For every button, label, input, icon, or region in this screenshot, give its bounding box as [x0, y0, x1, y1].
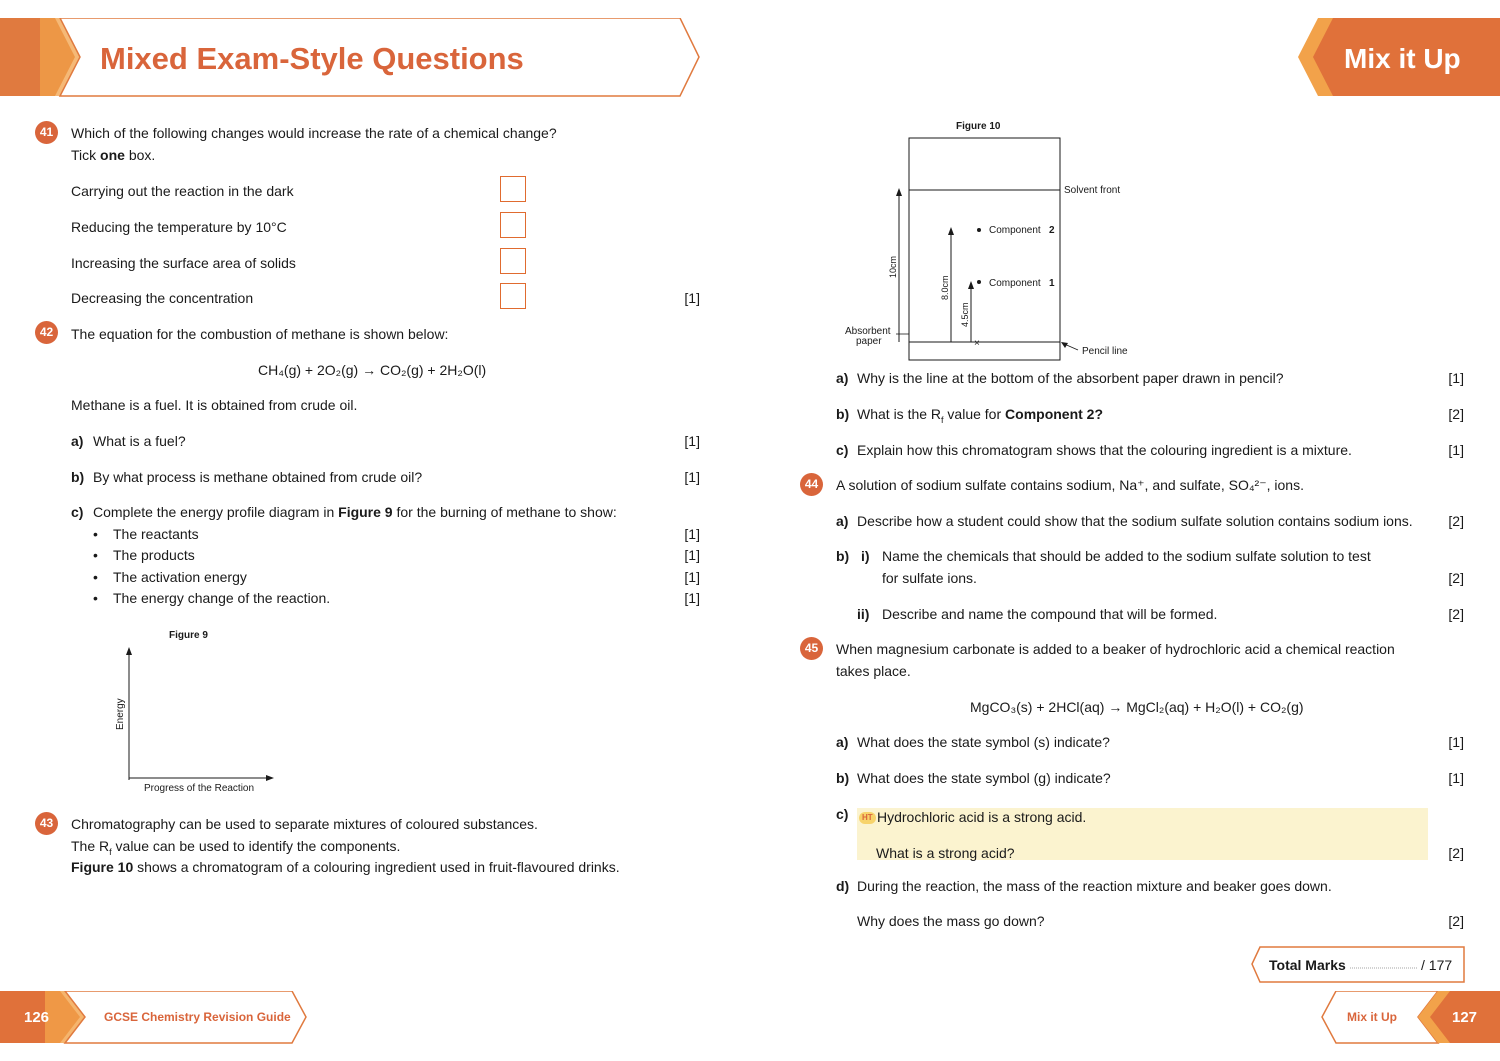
footer-book-title: GCSE Chemistry Revision Guide — [104, 1010, 291, 1024]
part-text-post: for the burning of methane to show: — [392, 504, 617, 520]
part-label: b) — [71, 469, 85, 485]
marks: [1] — [684, 433, 700, 449]
marks: [1] — [684, 526, 700, 542]
marks: [1] — [684, 590, 700, 606]
option-label: Carrying out the reaction in the dark — [71, 183, 294, 199]
bullet-text: The reactants — [113, 526, 199, 542]
absorbent-label: Absorbent — [845, 326, 891, 337]
y-axis-arrow-icon — [126, 647, 132, 655]
page-number: 127 — [1452, 1009, 1478, 1026]
part-text: Name the chemicals that should be added to the sodium sulfate solution to test — [882, 548, 1371, 564]
part-text: Why does the mass go down? — [857, 913, 1045, 929]
part-label: b) — [836, 406, 850, 422]
bullet-icon: • — [93, 569, 98, 585]
absorbent-paper — [909, 138, 1060, 360]
part-label: b) — [836, 548, 850, 564]
marks: [1] — [684, 469, 700, 485]
figure-ref: Figure 9 — [338, 504, 393, 520]
component-2-spot — [977, 228, 981, 232]
part-label: a) — [836, 513, 849, 529]
instruction — [71, 146, 155, 164]
part-text: What does the state symbol (s) indicate? — [857, 734, 1110, 750]
page-number: 126 — [24, 1009, 50, 1026]
part-text: By what process is methane obtained from crude oil? — [93, 469, 423, 485]
subpart-label: i) — [861, 548, 870, 564]
marks: [2] — [1448, 913, 1464, 929]
part-text: Hydrochloric acid is a strong acid. — [877, 809, 1087, 825]
tick-box[interactable] — [500, 212, 526, 238]
question-text: Which of the following changes would increase the rate of a chemical change? — [71, 125, 557, 141]
part-text: What is a fuel? — [93, 433, 186, 449]
part-label: c) — [836, 806, 849, 822]
instruction-bold: one — [100, 147, 125, 163]
x-axis-arrow-icon — [266, 775, 274, 781]
part-label: a) — [836, 370, 849, 386]
figure-ref: Figure 10 — [71, 859, 134, 875]
tick-box[interactable] — [500, 176, 526, 202]
component-2-label: Component — [989, 225, 1041, 236]
total-marks-label: Total Marks — [1269, 957, 1346, 973]
question-number-badge: 42 — [35, 321, 58, 344]
marks: [2] — [1448, 606, 1464, 622]
pencil-line-label: Pencil line — [1082, 346, 1128, 357]
part-text: What is a strong acid? — [876, 845, 1015, 861]
y-axis-label: Energy — [115, 698, 126, 730]
figure-title: Figure 10 — [956, 121, 1001, 132]
question-text: Chromatography can be used to separate mixtures of coloured substances. — [71, 816, 538, 832]
figure-title: Figure 9 — [169, 630, 208, 641]
marks: [1] — [684, 547, 700, 563]
part-text-bold: Component 2? — [1005, 406, 1104, 422]
figure-10-chromatogram — [840, 112, 1140, 367]
part-text — [93, 503, 617, 521]
question-text: When magnesium carbonate is added to a beaker of hydrochloric acid a chemical reaction — [836, 641, 1395, 657]
part-text: Describe and name the compound that will be formed. — [882, 606, 1218, 622]
component-1-label: Component — [989, 278, 1041, 289]
higher-tier-badge: HT — [859, 812, 876, 824]
distance-label-10: 10cm — [888, 255, 898, 278]
total-marks-value: / 177 — [1421, 957, 1453, 973]
part-text: What does the state symbol (g) indicate? — [857, 770, 1111, 786]
bullet-icon: • — [93, 547, 98, 563]
marks: [1] — [684, 290, 700, 306]
instruction-pre: Tick — [71, 147, 101, 163]
marks: [2] — [1448, 570, 1464, 586]
question-text: The equation for the combustion of methane is shown below: — [71, 326, 449, 342]
marks: [2] — [1448, 406, 1464, 422]
question-text: The $R_f$ value can be used to identify the components. — [71, 838, 401, 857]
part-text: Explain how this chromatogram shows that the colouring ingredient is a mixture. — [857, 442, 1352, 458]
page-title: Mixed Exam-Style Questions — [100, 41, 524, 76]
question-number-badge: 41 — [35, 121, 58, 144]
equation: MgCO₃(s) + 2HCl(aq) → MgCl₂(aq) + H₂O(l) + CO₂(g) — [970, 699, 1304, 715]
bullet-icon: • — [93, 590, 98, 606]
marks: [1] — [684, 569, 700, 585]
part-label: d) — [836, 878, 850, 894]
question-text: A solution of sodium sulfate contains sodium, Na⁺, and sulfate, SO₄²⁻, ions. — [836, 477, 1304, 493]
part-label: c) — [71, 504, 84, 520]
bullet-text: The energy change of the reaction. — [113, 590, 331, 606]
distance-label-4-5: 4.5cm — [960, 302, 970, 327]
arrow-up-icon — [896, 188, 902, 196]
figure-9-energy-diagram — [100, 620, 300, 800]
origin-cross-icon: × — [974, 338, 980, 349]
arrow-up-icon — [968, 281, 974, 289]
question-text: takes place. — [836, 663, 911, 679]
option-label: Reducing the temperature by 10°C — [71, 219, 287, 235]
question-number-badge: 43 — [35, 812, 58, 835]
component-1-number: 1 — [1049, 278, 1055, 289]
subpart-label: ii) — [857, 606, 870, 622]
statement: Methane is a fuel. It is obtained from crude oil. — [71, 397, 358, 413]
option-label: Increasing the surface area of solids — [71, 255, 296, 271]
tick-box[interactable] — [500, 283, 526, 309]
question-text — [71, 858, 620, 876]
part-text: What is the $R_f$ value for Component 2? — [857, 406, 1104, 425]
bullet-text: The activation energy — [113, 569, 247, 585]
part-label: c) — [836, 442, 849, 458]
solvent-front-label: Solvent front — [1064, 185, 1121, 196]
question-text-rest: shows a chromatogram of a colouring ingredient used in fruit-flavoured drinks. — [133, 859, 620, 875]
marks: [1] — [1448, 442, 1464, 458]
instruction-post: box. — [124, 147, 156, 163]
marks: [1] — [1448, 370, 1464, 386]
part-text: During the reaction, the mass of the reaction mixture and beaker goes down. — [857, 878, 1332, 894]
component-1-spot — [977, 280, 981, 284]
bullet-text: The products — [113, 547, 195, 563]
paper-label: paper — [856, 336, 882, 347]
part-text: Why is the line at the bottom of the absorbent paper drawn in pencil? — [857, 370, 1284, 386]
marks: [1] — [1448, 734, 1464, 750]
equation: CH₄(g) + 2O₂(g) → CO₂(g) + 2H₂O(l) — [258, 362, 487, 378]
question-number-badge: 45 — [800, 637, 823, 660]
part-text: Describe how a student could show that the sodium sulfate solution contains sodium ions. — [857, 513, 1413, 529]
marks: [2] — [1448, 513, 1464, 529]
part-label: b) — [836, 770, 850, 786]
question-number-badge: 44 — [800, 473, 823, 496]
part-label: a) — [836, 734, 849, 750]
component-2-number: 2 — [1049, 225, 1055, 236]
bullet-icon: • — [93, 526, 98, 542]
arrow-up-icon — [948, 227, 954, 235]
footer-section-title: Mix it Up — [1347, 1010, 1397, 1024]
x-axis-label: Progress of the Reaction — [144, 783, 255, 794]
marks: [1] — [1448, 770, 1464, 786]
part-text-pre: Complete the energy profile diagram in — [93, 504, 339, 520]
marks: [2] — [1448, 845, 1464, 861]
tick-box[interactable] — [500, 248, 526, 274]
part-text: for sulfate ions. — [882, 570, 977, 586]
section-title: Mix it Up — [1344, 43, 1461, 74]
option-label: Decreasing the concentration — [71, 290, 254, 306]
part-label: a) — [71, 433, 84, 449]
distance-label-8: 8.0cm — [940, 275, 950, 300]
